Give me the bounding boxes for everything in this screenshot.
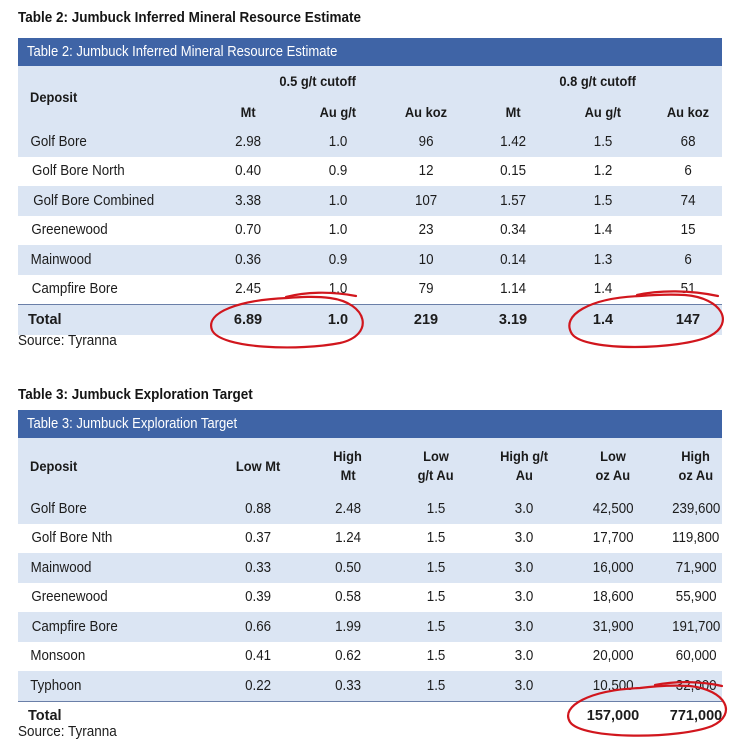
table2-value-cell: 2.45 (235, 281, 261, 298)
table3-deposit-header: Deposit (30, 458, 78, 474)
table3-row (18, 524, 722, 554)
table3-row (18, 612, 722, 642)
table3-col-header: Low g/t Au (417, 448, 454, 483)
table2-value-cell: 1.3 (593, 251, 613, 268)
table2-caption: Table 2: Jumbuck Inferred Mineral Resource Estimate (18, 10, 361, 26)
table2-value-cell: 3.38 (235, 192, 261, 209)
table3-row (18, 553, 722, 583)
table2-value-cell: 1.2 (593, 163, 613, 180)
table2-row (18, 186, 722, 216)
table2-total-cell: 219 (413, 311, 439, 328)
table3-value-cell: 16,000 (592, 559, 634, 576)
table3-deposit-name: Monsoon (30, 648, 86, 665)
table3-deposit-name: Typhoon (30, 677, 82, 694)
table3-total-cell: 157,000 (586, 708, 640, 725)
table3-value-cell: 0.33 (245, 559, 271, 576)
table3-deposit-name: Mainwood (30, 559, 92, 576)
table2-col-header: Mt (505, 103, 521, 120)
table3-deposit-name: Golf Bore Nth (31, 530, 113, 547)
table3-total-label: Total (28, 708, 62, 725)
table3-value-cell: 3.0 (514, 530, 534, 547)
table2-row (18, 127, 722, 157)
table2-total-row (18, 304, 722, 335)
table2-deposit-name: Golf Bore (30, 133, 87, 150)
table3-value-cell: 1.5 (426, 559, 446, 576)
table3-col-header: Low oz Au (595, 448, 631, 483)
table2-col-header: Au koz (404, 103, 448, 120)
table3-deposit-name: Greenewood (31, 589, 108, 606)
table3-value-cell: 1.24 (335, 530, 361, 547)
table2-value-cell: 1.0 (328, 192, 348, 209)
table3-value-cell: 3.0 (514, 500, 534, 517)
table2-group-cutoff-05: 0.5 g/t cutoff (279, 73, 357, 89)
table3-value-cell: 32,000 (675, 677, 717, 694)
table2-value-cell: 23 (418, 222, 434, 239)
table3-header (18, 438, 722, 494)
table3-value-cell: 3.0 (514, 648, 534, 665)
table3-total-cell (208, 702, 308, 732)
table2-group-cutoff-08: 0.8 g/t cutoff (559, 73, 637, 89)
table3-value-cell: 18,600 (592, 589, 634, 606)
table2-title: Table 2: Jumbuck Inferred Mineral Resource Estimate (27, 44, 338, 60)
table3-source: Source: Tyranna (18, 724, 117, 740)
table3-value-cell: 191,700 (671, 618, 721, 635)
table2-source: Source: Tyranna (18, 333, 117, 349)
table2-header (18, 66, 722, 127)
table3-row (18, 642, 722, 672)
table2-deposit-name: Campfire Bore (31, 281, 118, 298)
table3-total-row (18, 701, 722, 732)
table2-value-cell: 1.0 (328, 281, 348, 298)
table3-col-header: High Mt (333, 448, 363, 483)
table2-value-cell: 0.34 (500, 222, 526, 239)
table2-title-bar (18, 38, 722, 66)
table3-total-cell: 771,000 (669, 708, 723, 725)
table3-total-cell (474, 702, 574, 732)
table3-total-cell (386, 702, 486, 732)
table3-value-cell: 239,600 (671, 500, 721, 517)
table3-row (18, 583, 722, 613)
table2-value-cell: 0.15 (500, 163, 526, 180)
table2-deposit-name: Golf Bore Combined (33, 192, 155, 209)
table2-value-cell: 1.5 (593, 192, 613, 209)
table3-value-cell: 1.5 (426, 500, 446, 517)
table2 (18, 38, 722, 335)
table3-value-cell: 1.5 (426, 618, 446, 635)
table3-value-cell: 3.0 (514, 618, 534, 635)
table2-value-cell: 1.57 (500, 192, 526, 209)
table2-value-cell: 6 (684, 251, 692, 268)
table2-col-header: Au koz (666, 103, 710, 120)
table2-value-cell: 0.70 (235, 222, 261, 239)
table2-col-header: Au g/t (584, 103, 622, 120)
table2-value-cell: 0.36 (235, 251, 261, 268)
table3-value-cell: 119,800 (672, 530, 720, 547)
table3-value-cell: 71,900 (675, 559, 717, 576)
table2-row (18, 157, 722, 187)
table3-caption: Table 3: Jumbuck Exploration Target (18, 387, 253, 403)
table2-value-cell: 0.9 (328, 163, 348, 180)
table2-value-cell: 1.0 (328, 222, 348, 239)
table3-value-cell: 1.5 (426, 677, 446, 694)
table3-value-cell: 0.50 (335, 559, 361, 576)
table2-value-cell: 51 (680, 281, 696, 298)
table2-col-header: Au g/t (319, 103, 357, 120)
table2-value-cell: 1.4 (593, 281, 613, 298)
table2-total-cell: 3.19 (498, 311, 528, 328)
table3-value-cell: 60,000 (675, 648, 717, 665)
table3-value-cell: 20,000 (592, 648, 634, 665)
table3-value-cell: 0.66 (245, 618, 271, 635)
table2-deposit-name: Mainwood (30, 251, 92, 268)
table3-value-cell: 2.48 (335, 500, 361, 517)
table3-value-cell: 1.5 (426, 530, 446, 547)
table2-value-cell: 74 (680, 192, 696, 209)
table2-value-cell: 107 (414, 192, 438, 209)
table2-total-label: Total (28, 311, 62, 328)
table3-value-cell: 0.22 (245, 677, 271, 694)
table2-value-cell: 2.98 (235, 133, 261, 150)
table3-value-cell: 1.5 (426, 589, 446, 606)
table3 (18, 410, 722, 731)
table2-total-cell: 147 (675, 311, 701, 328)
table3-col-header: Low Mt (235, 457, 281, 474)
table2-value-cell: 68 (680, 133, 696, 150)
table2-value-cell: 6 (684, 163, 692, 180)
table3-value-cell: 0.58 (335, 589, 361, 606)
table3-value-cell: 10,500 (592, 677, 634, 694)
table3-value-cell: 0.88 (245, 500, 271, 517)
table3-row (18, 494, 722, 524)
table3-value-cell: 0.39 (245, 589, 271, 606)
table2-deposit-name: Golf Bore North (32, 163, 125, 180)
table2-value-cell: 1.14 (500, 281, 526, 298)
table2-row (18, 245, 722, 275)
table2-value-cell: 15 (680, 222, 696, 239)
table3-value-cell: 1.99 (335, 618, 361, 635)
table2-row (18, 275, 722, 305)
table3-value-cell: 31,900 (592, 618, 634, 635)
table3-value-cell: 1.5 (426, 648, 446, 665)
table2-value-cell: 96 (418, 133, 434, 150)
table2-row (18, 216, 722, 246)
table2-value-cell: 1.0 (328, 133, 348, 150)
table2-value-cell: 0.14 (500, 251, 526, 268)
table3-title-bar (18, 410, 722, 438)
table3-value-cell: 0.37 (245, 530, 271, 547)
table3-title: Table 3: Jumbuck Exploration Target (27, 416, 238, 432)
table2-value-cell: 0.40 (235, 163, 261, 180)
table2-deposit-name: Greenewood (31, 222, 108, 239)
table2-total-cell: 6.89 (233, 311, 263, 328)
table2-value-cell: 1.4 (593, 222, 613, 239)
table3-col-header: High oz Au (678, 448, 714, 483)
table2-value-cell: 1.5 (593, 133, 613, 150)
table2-total-cell: 1.0 (327, 311, 349, 328)
table3-col-header: High g/t Au (500, 448, 548, 483)
table2-deposit-header: Deposit (30, 88, 78, 105)
table3-deposit-name: Campfire Bore (31, 618, 118, 635)
table3-value-cell: 3.0 (514, 559, 534, 576)
table3-value-cell: 0.62 (335, 648, 361, 665)
table3-total-cell (298, 702, 398, 732)
table3-value-cell: 3.0 (514, 589, 534, 606)
table2-value-cell: 10 (418, 251, 434, 268)
table3-value-cell: 17,700 (592, 530, 634, 547)
table3-value-cell: 55,900 (675, 589, 717, 606)
table2-value-cell: 79 (418, 281, 434, 298)
table3-value-cell: 0.33 (335, 677, 361, 694)
table3-value-cell: 42,500 (592, 500, 634, 517)
table2-value-cell: 1.42 (500, 133, 526, 150)
table2-col-header: Mt (240, 103, 256, 120)
table3-deposit-name: Golf Bore (30, 500, 87, 517)
table2-total-cell: 1.4 (592, 311, 614, 328)
table2-value-cell: 0.9 (328, 251, 348, 268)
table3-value-cell: 0.41 (245, 648, 271, 665)
table2-value-cell: 12 (418, 163, 434, 180)
table3-row (18, 671, 722, 701)
table3-value-cell: 3.0 (514, 677, 534, 694)
